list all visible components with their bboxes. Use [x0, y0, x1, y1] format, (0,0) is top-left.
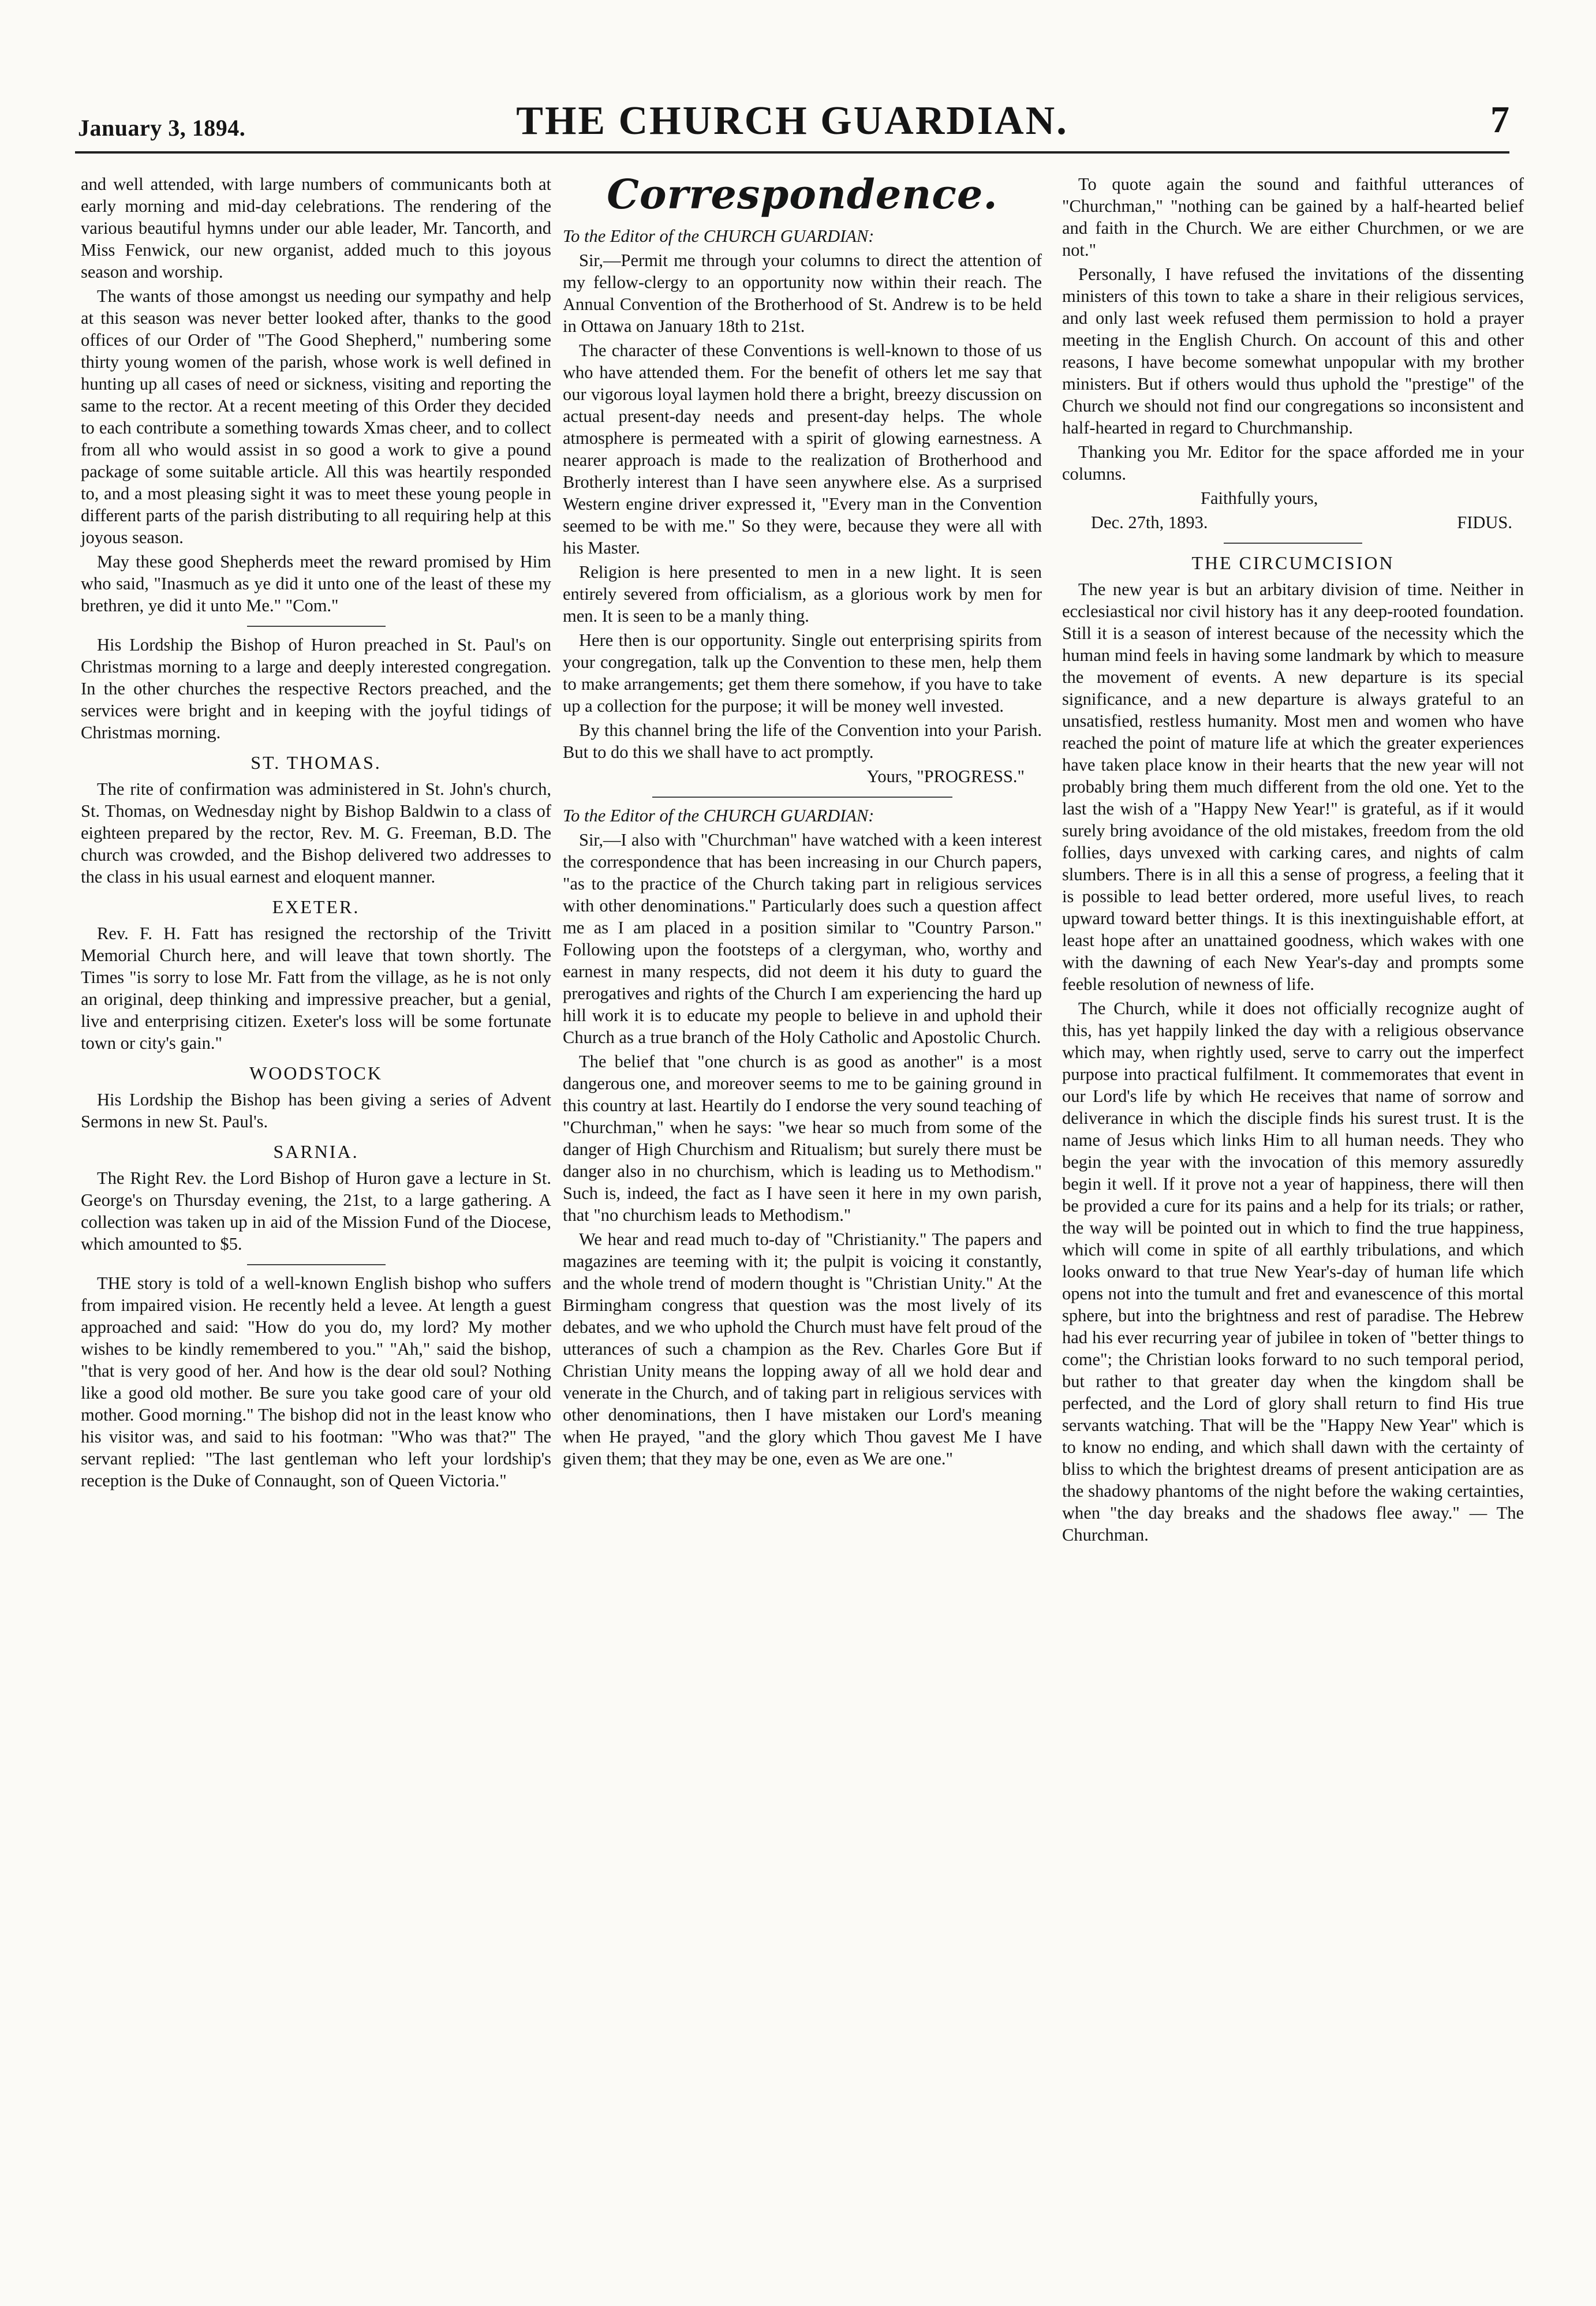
paragraph: Personally, I have refused the invitations of the dissenting ministers of this town to take a share in their religious services, and only last week refused them permission to hold a prayer meeting in the English Church. On account of this and other reasons, I have become somewhat unpopular with my brother ministers. But if others would thus uphold the "prestige" of the Church we should not find our congregations so inconsistent and half-hearted in regard to Churchmanship. [1062, 264, 1524, 438]
letter-date: Dec. 27th, 1893. [1091, 513, 1208, 532]
letter-signature: Yours, "PROGRESS." [866, 767, 1025, 786]
column-2 [563, 170, 1042, 2283]
paragraph: Here then is our opportunity. Single out enterprising spirits from your congregation, talk up the Convention to these men, help them to make arrangements; get them there somehow, if you have to take up a collection for the purpose; it will be money well invested. [563, 630, 1042, 716]
column-3 [1062, 173, 1524, 2283]
paragraph: The character of these Conventions is well-known to those of us who have attended them. For the benefit of others let me say that our vigorous loyal laymen hold there a bright, breezy discussion on actual present-day needs and present-day helps. The whole atmosphere is permeated with a spirit of glowing earnestness. A nearer approach is made to the realization of Brotherhood and Brotherly interest than I have seen anywhere else. As a surprised Western engine driver expressed it, "Every man in the Convention seemed to be with me." So they were, because they were all with his Master. [563, 341, 1042, 558]
paragraph: We hear and read much to-day of "Christianity." The papers and magazines are teeming with it; the pulpit is voicing it constantly, and the whole trend of modern thought is "Christian Unity." At the Birmingham congress that question was the most lively of its debates, and we who uphold the Church must have felt proud of the utterances of such a champion as the Rev. Charles Gore But if Christian Unity means the lopping away of all we hold dear and venerate in the Church, and of taking part in religious services with other denominations, then I have mistaken our Lord's meaning when He prayed, "and the glory which Thou gavest Me I have given them; that they may be one, even as We are one." [563, 1229, 1042, 1468]
issue-date: January 3, 1894. [78, 115, 246, 141]
paragraph: May these good Shepherds meet the reward promised by Him who said, "Inasmuch as ye did it unto one of the least of these my brethren, ye did it unto Me." "Com." [81, 552, 551, 615]
section-heading-circumcision: THE CIRCUMCISION [1191, 552, 1395, 573]
divider [247, 1264, 386, 1265]
paragraph: Rev. F. H. Fatt has resigned the rectorship of the Trivitt Memorial Church here, and will leave that town shortly. The Times "is sorry to lose Mr. Fatt from the village, as he is not only an original, deep thinking and impressive preacher, but a genial, live and enterprising citizen. Exeter's loss will be some fortunate town or city's gain." [81, 924, 551, 1053]
paragraph: Sir,—Permit me through your columns to direct the attention of my fellow-clergy to an opportunity now within their reach. The Annual Convention of the Brotherhood of St. Andrew is to be held in Ottawa on January 18th to 21st. [563, 251, 1042, 336]
header-rule [75, 151, 1509, 154]
paragraph: The wants of those amongst us needing our sympathy and help at this season was never better looked after, thanks to the good offices of our Order of "The Good Shepherd," numbering some thirty young women of the parish, whose work is well defined in hunting up all cases of need or sickness, visiting and reporting the same to the rector. At a recent meeting of this Order they decided to each contribute a something towards Xmas cheer, and to collect from all who would assist in so good a work to give a pound package of some suitable article. All this was heartily responded to, and a most pleasing sight it was to meet these young people in different parts of the parish distributing to all requiring help at this joyous season. [81, 286, 551, 547]
letter-signature: FIDUS. [1457, 513, 1512, 532]
letter-closing: Faithfully yours, [1201, 488, 1318, 508]
paragraph: His Lordship the Bishop has been giving a series of Advent Sermons in new St. Paul's. [81, 1090, 551, 1131]
correspondence-heading: Correspondence. [607, 170, 998, 218]
divider [652, 797, 952, 798]
paragraph: Thanking you Mr. Editor for the space afforded me in your columns. [1062, 442, 1524, 484]
paragraph: THE story is told of a well-known English bishop who suffers from impaired vision. He recently held a levee. At length a guest approached and said: "How do you do, my lord? My mother wishes to be kindly remembered to you." "Ah," said the bishop, "that is very good of her. And how is the dear old soul? Nothing like a good old mother. Be sure you take good care of your old mother. Good morning." The bishop did not in the least know who his visitor was, and said to his footman: "Who was that?" The servant replied: "The last gentleman who left your lordship's reception is the Duke of Connaught, son of Queen Victoria." [81, 1273, 551, 1490]
paragraph: The new year is but an arbitary division of time. Neither in ecclesiastical nor civil history has it any deep-rooted foundation. Still it is a season of interest because of the necessity which the human mind feels in having some landmark by which to measure the movement of events. A new departure is its special significance, and a new departure is always grateful to an unsatisfied, restless humanity. Most men and women who have reached the point of mature life at which the greater experiences have taken place know in their hearts that the new year will not probably bring them much different from the old one. Yet to the last the wish of a "Happy New Year!" is grateful, as if it would surely bring avoidance of the old mistakes, freedom from the old follies, days unvexed with carking cares, and nights of calm slumbers. There is in all this a sense of progress, a feeling that it is possible to lead better ordered, more useful lives, to reach upward toward better things. It is this inextinguishable effort, at least hope after an unattained goodness, which wakes with one with the dawning of each New Year's-day and prompts some feeble resolution of newness of life. [1062, 580, 1524, 994]
salutation: To the Editor of the CHURCH GUARDIAN: [563, 806, 874, 825]
signature-line [1091, 511, 1512, 533]
section-heading-sarnia: SARNIA. [273, 1141, 359, 1162]
paragraph: Religion is here presented to men in a new light. It is seen entirely severed from officialism, as a glorious work by men for men. It is seen to be a manly thing. [563, 562, 1042, 626]
column-1 [81, 173, 551, 2283]
section-heading-woodstock: WOODSTOCK [249, 1063, 383, 1083]
paragraph: The rite of confirmation was administered in St. John's church, St. Thomas, on Wednesday night by Bishop Baldwin to a class of eighteen prepared by the rector, Rev. M. G. Freeman, B.D. The church was crowded, and the Bishop delivered two addresses to the class in his usual earnest and eloquent manner. [81, 779, 551, 887]
section-heading-st-thomas: ST. THOMAS. [251, 752, 382, 773]
paragraph: The Church, while it does not officially recognize aught of this, has yet happily linked the day with a religious observance which may, when rightly used, serve to carry out the imperfect purpose into practical fulfilment. It commemorates that event in our Lord's life by which He receives that name of sorrow and deliverance in which the disciple finds his surest trust. It is the name of Jesus which links Him to all human needs. They who begin the year with the invocation of this memory assuredly begin it well. If it prove not a year of happiness, there will then be provided a cure for its pains and a help for its trials; or rather, the way will be pointed out in which to find the true happiness, which will come in spite of all earthly tribulations, and which looks onward to that true New Year's-day of human life which opens not into the tumult and fret and evanescence of this mortal sphere, but into the brightness and rest of paradise. The Hebrew had his ever recurring year of jubilee in token of "better things to come"; the Christian looks forward to no such temporal period, but rather to that greater day when the kingdom shall be perfected, and the Lord of glory shall return to find His true servants watching. That will be the "Happy New Year" which is to know no ending, and which shall dawn with the certainty of bliss to which the brightest dreams of present anticipation are as the shadowy phantoms of the night before the waking certainties, when "the day breaks and the shadows flee away." — The Churchman. [1062, 999, 1524, 1545]
paragraph: His Lordship the Bishop of Huron preached in St. Paul's on Christmas morning to a large and deeply interested congregation. In the other churches the respective Rectors preached, and the services were bright and in keeping with the joyful tidings of Christmas morning. [81, 635, 551, 742]
divider [1224, 543, 1362, 544]
page-number: 7 [1490, 99, 1509, 141]
paragraph: The belief that "one church is as good as another" is a most dangerous one, and moreover seems to me to be gaining ground in this country at last. Heartily do I endorse the very sound teaching of "Churchman," when he says: "we hear so much from some of the danger of High Churchism and Ritualism; but surely there must be danger also in no churchism, which is leading us to Methodism." Such is, indeed, the fact as I have seen it here in my own parish, that "no churchism leads to Methodism." [563, 1052, 1042, 1225]
paragraph: To quote again the sound and faithful utterances of "Churchman," "nothing can be gained by a half-hearted belief and faith in the Church. We are either Churchmen, or we are not." [1062, 174, 1524, 260]
paragraph: Sir,—I also with "Churchman" have watched with a keen interest the correspondence that has been increasing in our Church papers, "as to the practice of the Church taking part in religious services with other denominations." Particularly does such a question affect me as I am placed in a position similar to "Country Parson." Following upon the footsteps of a clergyman, who, worthy and earnest in many respects, did not deem it his duty to guard the prerogatives and rights of the Church I am experiencing the hard up hill work it is to educate my people to believe in and uphold their Church as a true branch of the Holy Catholic and Apostolic Church. [563, 830, 1042, 1047]
paragraph: By this channel bring the life of the Convention into your Parish. But to do this we shall have to act promptly. [563, 720, 1042, 762]
divider [247, 626, 386, 627]
section-heading-exeter: EXETER. [272, 896, 360, 917]
masthead: THE CHURCH GUARDIAN. [516, 99, 1068, 143]
paragraph: The Right Rev. the Lord Bishop of Huron gave a lecture in St. George's on Thursday evening, the 21st, to a large gathering. A collection was taken up in aid of the Mission Fund of the Diocese, which amounted to $5. [81, 1168, 551, 1254]
salutation: To the Editor of the CHURCH GUARDIAN: [563, 226, 874, 246]
paragraph: and well attended, with large numbers of communicants both at early morning and mid-day celebrations. The rendering of the various beautiful hymns under our able leader, Mr. Tancorth, and Miss Fenwick, our new organist, added much to this joyous season and worship. [81, 174, 551, 282]
page-header [75, 87, 1509, 150]
